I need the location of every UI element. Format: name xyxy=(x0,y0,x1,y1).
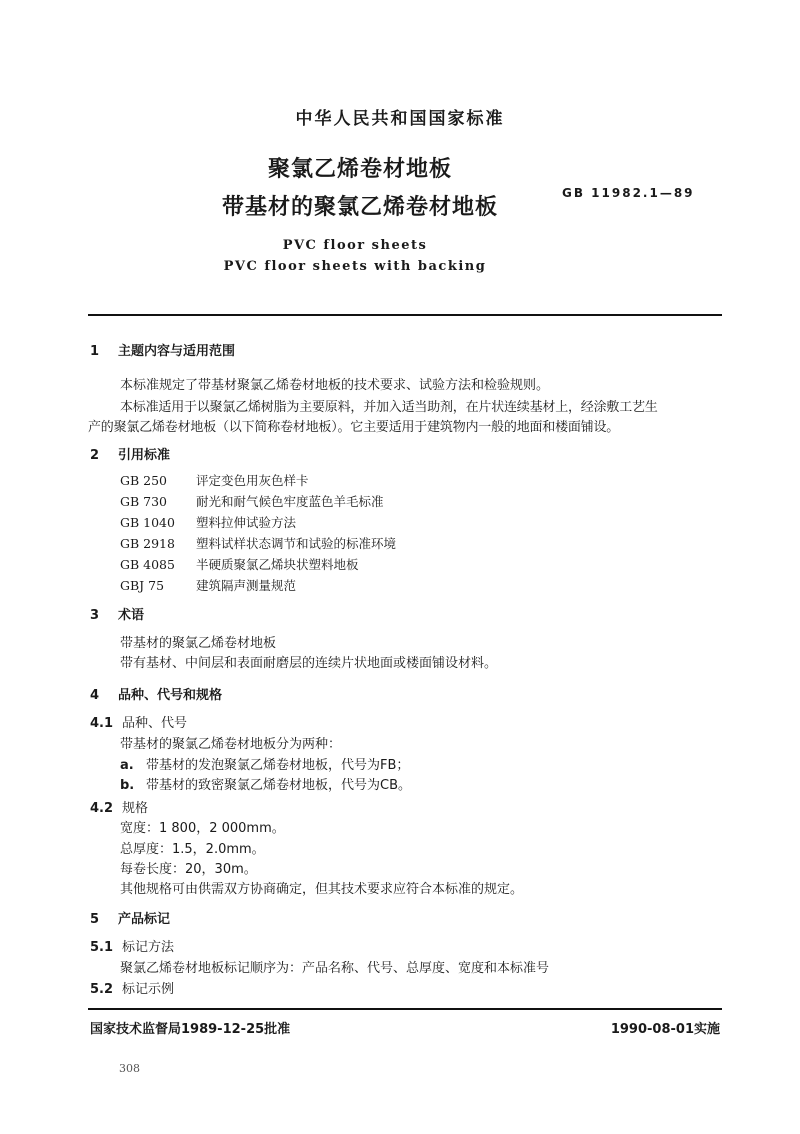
reference-item xyxy=(120,513,296,531)
reference-code: GB 1040 xyxy=(120,515,175,530)
term-definition: 带有基材、中间层和表面耐磨层的连续片状地面或楼面铺设材料。 xyxy=(120,656,498,671)
spec-note: 其他规格可由供需双方协商确定，但其技术要求应符合本标准的规定。 xyxy=(120,882,524,897)
title-cn-2: 带基材的聚氯乙烯卷材地板 xyxy=(221,195,498,220)
reference-title: 建筑隔声测量规范 xyxy=(196,578,297,593)
section-4-heading xyxy=(90,684,222,703)
reference-code: GBJ 75 xyxy=(120,578,165,593)
reference-item xyxy=(120,534,396,552)
section-3-heading xyxy=(90,604,144,623)
subsection-number: 5.1 xyxy=(90,940,114,955)
item-text: 带基材的发泡聚氯乙烯卷材地板，代号为FB； xyxy=(146,758,410,773)
reference-item xyxy=(120,555,359,573)
section-2-heading xyxy=(90,444,170,463)
subsection-4-1-heading xyxy=(90,712,187,731)
effective-date-line: 1990-08-01实施 xyxy=(610,1022,720,1037)
subsection-number: 4.1 xyxy=(90,716,114,731)
section-number: 5 xyxy=(90,912,100,927)
subsection-number: 4.2 xyxy=(90,801,114,816)
header-rule xyxy=(88,314,722,316)
marking-method-text: 聚氯乙烯卷材地板标记顺序为：产品名称、代号、总厚度、宽度和本标准号 xyxy=(120,961,550,976)
title-cn-1: 聚氯乙烯卷材地板 xyxy=(267,157,452,182)
section-title: 引用标准 xyxy=(118,448,171,463)
reference-title: 评定变色用灰色样卡 xyxy=(196,473,309,488)
reference-code: GB 730 xyxy=(120,494,168,509)
reference-code: GB 2918 xyxy=(120,536,175,551)
reference-code: GB 250 xyxy=(120,473,168,488)
spec-thickness: 总厚度：1.5，2.0mm。 xyxy=(120,842,265,857)
varieties-intro: 带基材的聚氯乙烯卷材地板分为两种： xyxy=(120,737,342,752)
section-title: 品种、代号和规格 xyxy=(118,688,223,703)
reference-title: 塑料拉伸试验方法 xyxy=(196,515,297,530)
subsection-title: 品种、代号 xyxy=(122,716,188,731)
section-1-paragraph-1: 本标准规定了带基材聚氯乙烯卷材地板的技术要求、试验方法和检验规则。 xyxy=(120,378,550,393)
subsection-number: 5.2 xyxy=(90,982,114,997)
variety-item xyxy=(120,774,411,793)
section-number: 4 xyxy=(90,688,100,703)
approval-line: 国家技术监督局1989-12-25批准 xyxy=(90,1022,291,1037)
spec-length: 每卷长度：20，30m。 xyxy=(120,862,257,877)
term-name: 带基材的聚氯乙烯卷材地板 xyxy=(120,636,277,651)
subsection-4-2-heading xyxy=(90,797,148,816)
section-1-paragraph-2a: 本标准适用于以聚氯乙烯树脂为主要原料，并加入适当助剂，在片状连续基材上，经涂敷工艺生 xyxy=(120,400,658,415)
standard-number: GB 11982.1—89 xyxy=(562,186,695,200)
footer-rule xyxy=(88,1008,722,1010)
subsection-title: 规格 xyxy=(122,801,149,816)
reference-title: 半硬质聚氯乙烯块状塑料地板 xyxy=(196,557,359,572)
spec-width: 宽度：1 800，2 000mm。 xyxy=(120,821,285,836)
variety-item xyxy=(120,754,409,773)
org-title: 中华人民共和国国家标准 xyxy=(295,109,505,129)
reference-title: 塑料试样状态调节和试验的标准环境 xyxy=(196,536,397,551)
section-number: 2 xyxy=(90,448,100,463)
subsection-5-2-heading xyxy=(90,978,174,997)
reference-code: GB 4085 xyxy=(120,557,175,572)
section-number: 3 xyxy=(90,608,100,623)
section-1-paragraph-2b: 产的聚氯乙烯卷材地板（以下简称卷材地板）。它主要适用于建筑物内一般的地面和楼面铺设。 xyxy=(88,420,620,435)
item-marker: b. xyxy=(120,778,135,793)
reference-item xyxy=(120,576,296,594)
title-en-2: PVC floor sheets with backing xyxy=(223,259,487,274)
reference-title: 耐光和耐气候色牢度蓝色羊毛标准 xyxy=(196,494,384,509)
subsection-5-1-heading xyxy=(90,936,174,955)
item-marker: a. xyxy=(120,758,134,773)
section-title: 主题内容与适用范围 xyxy=(118,344,236,359)
subsection-title: 标记方法 xyxy=(122,940,175,955)
item-text: 带基材的致密聚氯乙烯卷材地板，代号为CB。 xyxy=(146,778,411,793)
section-1-heading xyxy=(90,340,235,359)
reference-item xyxy=(120,471,309,489)
title-en-1: PVC floor sheets xyxy=(282,238,428,253)
subsection-title: 标记示例 xyxy=(122,982,175,997)
section-number: 1 xyxy=(90,344,100,359)
reference-item xyxy=(120,492,384,510)
section-5-heading xyxy=(90,908,170,927)
section-title: 产品标记 xyxy=(118,912,171,927)
page-number: 308 xyxy=(119,1062,140,1075)
section-title: 术语 xyxy=(118,608,145,623)
